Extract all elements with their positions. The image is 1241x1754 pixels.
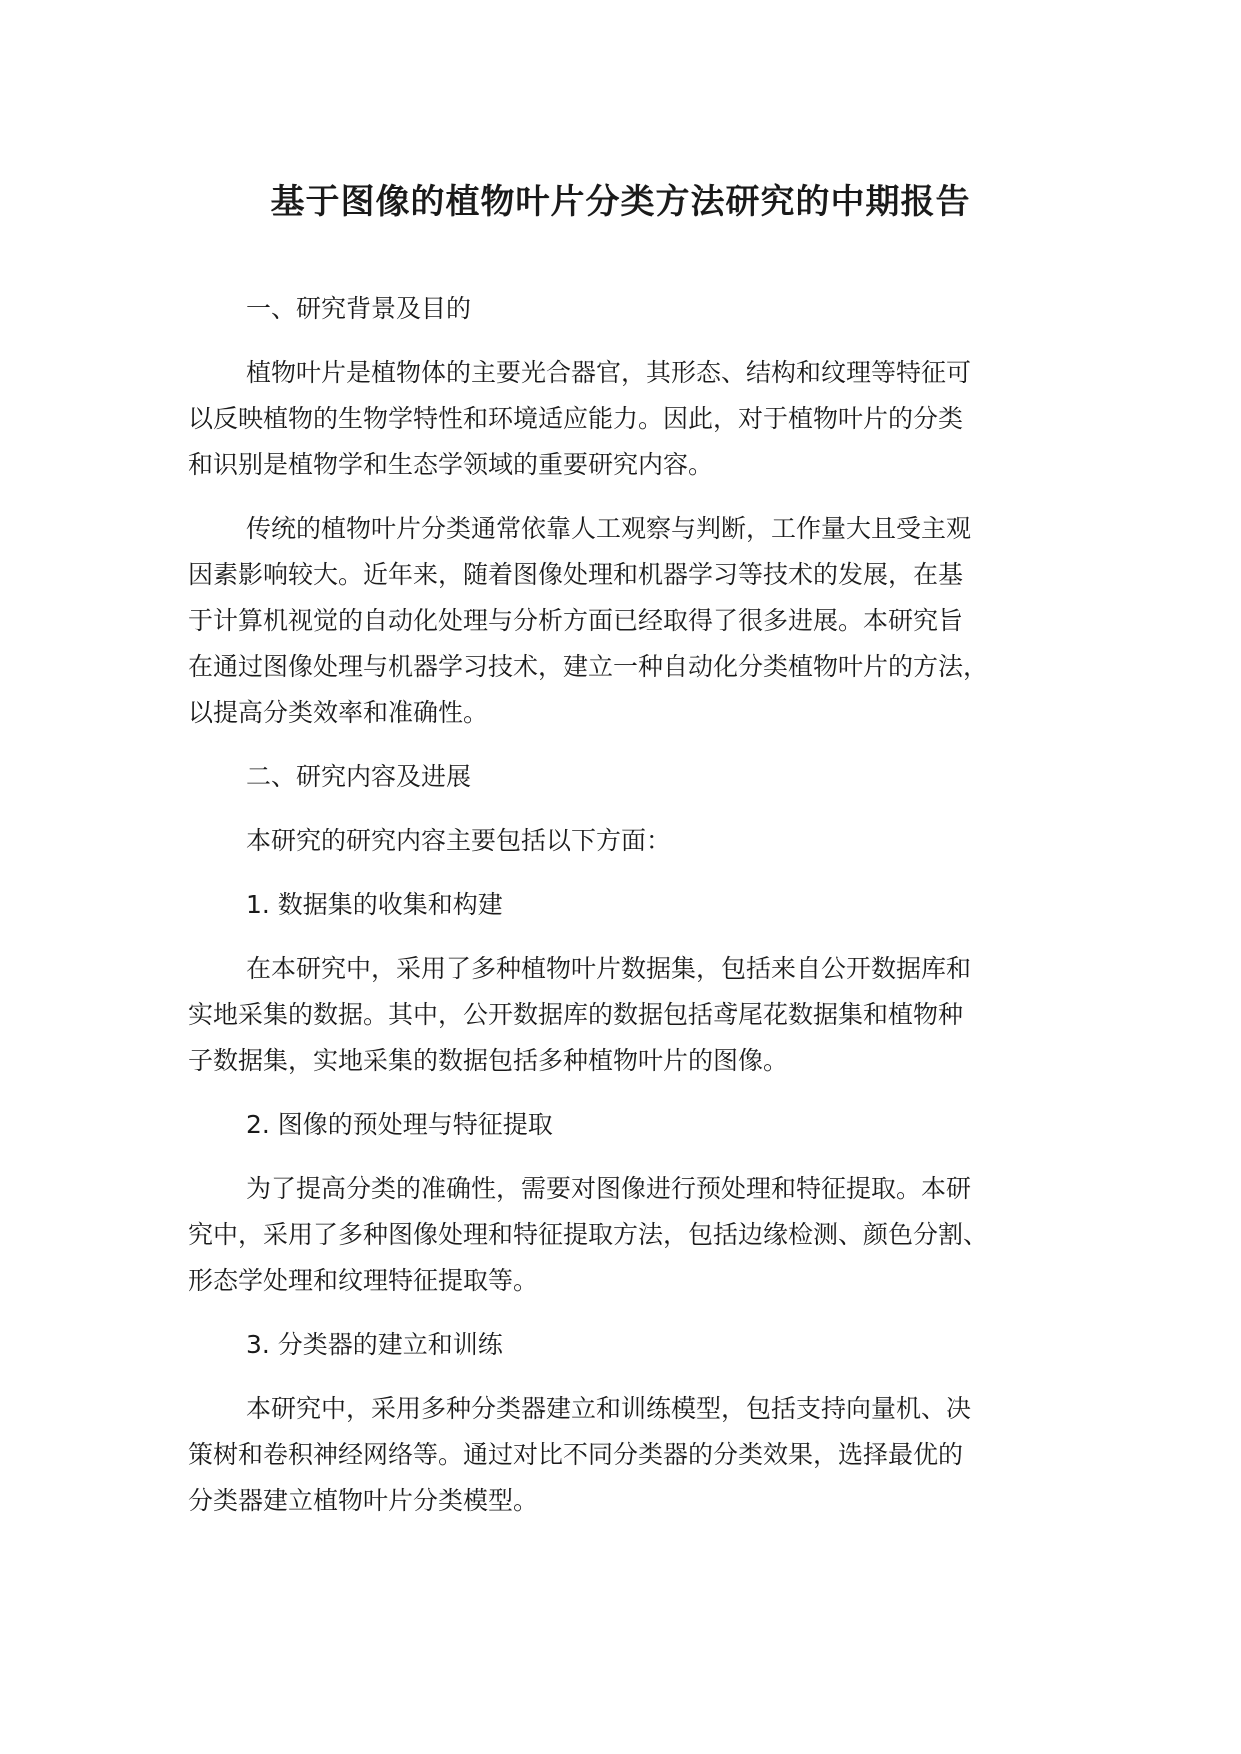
- document-title: 基于图像的植物叶片分类方法研究的中期报告: [270, 182, 971, 222]
- paragraph-line: 在通过图像处理与机器学习技术，建立一种自动化分类植物叶片的方法，: [188, 652, 989, 681]
- paragraph-line: 在本研究中，采用了多种植物叶片数据集，包括来自公开数据库和: [246, 954, 972, 983]
- paragraph-line: 策树和卷积神经网络等。通过对比不同分类器的分类效果，选择最优的: [188, 1440, 964, 1469]
- paragraph-line: 于计算机视觉的自动化处理与分析方面已经取得了很多进展。本研究旨: [188, 606, 964, 635]
- paragraph-line: 实地采集的数据。其中，公开数据库的数据包括鸢尾花数据集和植物种: [188, 1000, 964, 1029]
- paragraph-line: 形态学处理和纹理特征提取等。: [188, 1266, 539, 1295]
- document-body: [188, 286, 1088, 1542]
- subsection-heading: 2. 图像的预处理与特征提取: [246, 1110, 553, 1139]
- subsection-heading: 1. 数据集的收集和构建: [246, 890, 503, 919]
- paragraph-line: 因素影响较大。近年来，随着图像处理和机器学习等技术的发展，在基: [188, 560, 964, 589]
- section-intro: 本研究的研究内容主要包括以下方面：: [246, 826, 672, 855]
- paragraph-line: 究中，采用了多种图像处理和特征提取方法，包括边缘检测、颜色分割、: [188, 1220, 989, 1249]
- subsection-heading: 3. 分类器的建立和训练: [246, 1330, 503, 1359]
- paragraph-line: 以提高分类效率和准确性。: [188, 698, 489, 727]
- paragraph: [188, 350, 1088, 488]
- paragraph-line: 以反映植物的生物学特性和环境适应能力。因此，对于植物叶片的分类: [188, 404, 964, 433]
- section-heading: 一、研究背景及目的: [246, 294, 472, 323]
- paragraph-line: 为了提高分类的准确性，需要对图像进行预处理和特征提取。本研: [246, 1174, 972, 1203]
- paragraph: [188, 1166, 1088, 1304]
- paragraph-line: 和识别是植物学和生态学领域的重要研究内容。: [188, 450, 714, 479]
- paragraph: [188, 506, 1088, 736]
- paragraph-line: 植物叶片是植物体的主要光合器官，其形态、结构和纹理等特征可: [246, 358, 972, 387]
- paragraph-line: 本研究中，采用多种分类器建立和训练模型，包括支持向量机、决: [246, 1394, 972, 1423]
- paragraph-line: 子数据集，实地采集的数据包括多种植物叶片的图像。: [188, 1046, 789, 1075]
- paragraph-line: 分类器建立植物叶片分类模型。: [188, 1486, 539, 1515]
- paragraph: [188, 946, 1088, 1084]
- paragraph-line: 传统的植物叶片分类通常依靠人工观察与判断，工作量大且受主观: [246, 514, 972, 543]
- section-heading: 二、研究内容及进展: [246, 762, 472, 791]
- paragraph: [188, 1386, 1088, 1524]
